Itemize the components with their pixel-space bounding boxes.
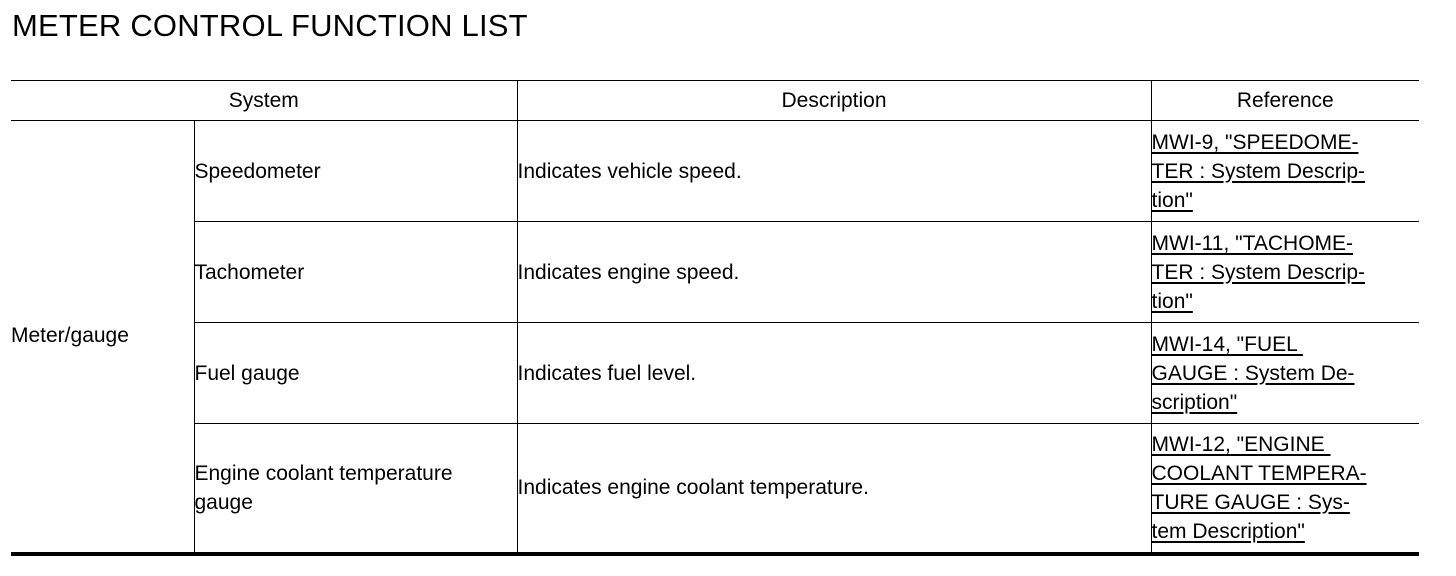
header-row [11, 81, 1419, 121]
system-name-cell: Fuel gauge [194, 323, 517, 424]
reference-link-line[interactable]: TER : System Descrip- [1151, 159, 1366, 183]
table-row [11, 323, 1419, 424]
table-row [11, 222, 1419, 323]
description-cell: Indicates engine coolant temperature. [517, 424, 1151, 554]
reference-link-line[interactable]: GAUGE : System De- [1151, 361, 1355, 385]
reference-link-line[interactable]: TER : System Descrip- [1151, 260, 1366, 284]
reference-link[interactable] [1151, 323, 1419, 424]
system-name-cell [194, 424, 517, 554]
table-row [11, 121, 1419, 222]
system-name-line: Engine coolant temperature [194, 461, 453, 485]
reference-link-line[interactable]: tion" [1151, 289, 1193, 313]
reference-link-line[interactable]: tem Description" [1151, 519, 1305, 543]
system-name-cell: Speedometer [194, 121, 517, 222]
header-system: System [11, 81, 517, 121]
function-table [11, 80, 1419, 556]
page-title: METER CONTROL FUNCTION LIST [12, 8, 528, 43]
description-cell: Indicates fuel level. [517, 323, 1151, 424]
reference-link-line[interactable]: TURE GAUGE : Sys- [1151, 490, 1350, 514]
header-reference: Reference [1151, 81, 1419, 121]
reference-link[interactable] [1151, 424, 1419, 554]
description-cell: Indicates vehicle speed. [517, 121, 1151, 222]
system-name-line: gauge [194, 490, 253, 514]
system-group-cell: Meter/gauge [11, 121, 194, 554]
reference-link-line[interactable]: tion" [1151, 188, 1193, 212]
header-description: Description [517, 81, 1151, 121]
reference-link-line[interactable]: COOLANT TEMPERA- [1151, 461, 1367, 485]
table-row [11, 424, 1419, 554]
reference-link-line[interactable]: scription" [1151, 390, 1238, 414]
reference-link[interactable] [1151, 121, 1419, 222]
reference-link-line[interactable]: MWI-9, "SPEEDOME- [1151, 130, 1359, 154]
reference-link[interactable] [1151, 222, 1419, 323]
description-cell: Indicates engine speed. [517, 222, 1151, 323]
reference-link-line[interactable]: MWI-11, "TACHOME- [1151, 231, 1354, 255]
reference-link-line[interactable]: MWI-12, "ENGINE [1151, 432, 1331, 456]
system-name-cell: Tachometer [194, 222, 517, 323]
reference-link-line[interactable]: MWI-14, "FUEL [1151, 332, 1303, 356]
